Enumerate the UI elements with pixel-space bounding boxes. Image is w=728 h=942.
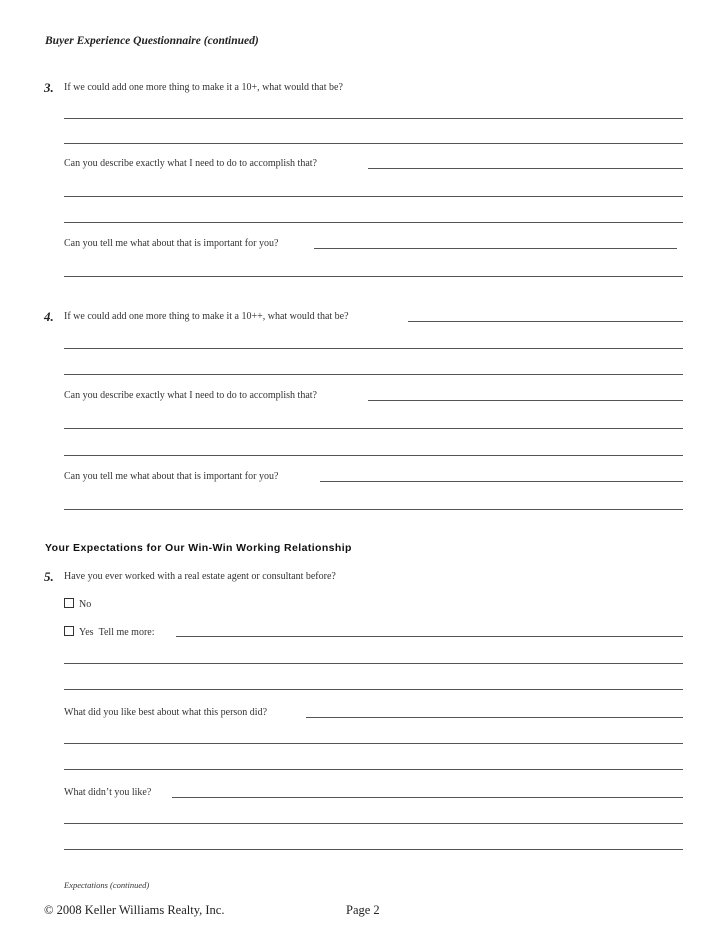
answer-line[interactable] xyxy=(64,743,683,744)
question-4-text: If we could add one more thing to make it a 10++, what would that be? xyxy=(64,311,349,322)
option-yes-label: Yes xyxy=(79,627,94,638)
answer-line[interactable] xyxy=(176,636,683,637)
checkbox-yes[interactable] xyxy=(64,626,74,636)
answer-line[interactable] xyxy=(64,689,683,690)
question-5-didnt-like: What didn’t you like? xyxy=(64,787,152,798)
answer-line[interactable] xyxy=(64,509,683,510)
question-5-number: 5. xyxy=(44,569,54,584)
question-4-number: 4. xyxy=(44,309,54,324)
question-5-text: Have you ever worked with a real estate agent or consultant before? xyxy=(64,571,336,582)
question-3-followup-2: Can you tell me what about that is important for you? xyxy=(64,238,279,249)
question-3-followup-1: Can you describe exactly what I need to do to accomplish that? xyxy=(64,158,317,169)
answer-line[interactable] xyxy=(64,455,683,456)
option-no-label: No xyxy=(79,599,92,610)
answer-line[interactable] xyxy=(64,118,683,119)
section-title: Your Expectations for Our Win-Win Working Relationship xyxy=(45,542,352,554)
yes-prompt: Tell me more: xyxy=(98,627,155,638)
continuation-note: Expectations (continued) xyxy=(64,880,150,890)
answer-line[interactable] xyxy=(314,248,677,249)
question-4-followup-2: Can you tell me what about that is important for you? xyxy=(64,471,279,482)
answer-line[interactable] xyxy=(64,769,683,770)
checkbox-no[interactable] xyxy=(64,598,74,608)
answer-line[interactable] xyxy=(64,823,683,824)
question-4-followup-1: Can you describe exactly what I need to do to accomplish that? xyxy=(64,390,317,401)
answer-line[interactable] xyxy=(368,400,683,401)
answer-line[interactable] xyxy=(64,196,683,197)
question-3-text: If we could add one more thing to make it a 10+, what would that be? xyxy=(64,82,343,93)
answer-line[interactable] xyxy=(64,143,683,144)
answer-line[interactable] xyxy=(368,168,683,169)
question-3-number: 3. xyxy=(44,80,54,95)
question-5-liked-best: What did you like best about what this person did? xyxy=(64,707,268,718)
answer-line[interactable] xyxy=(64,276,683,277)
answer-line[interactable] xyxy=(408,321,683,322)
page-header-title: Buyer Experience Questionnaire (continued) xyxy=(45,35,259,47)
answer-line[interactable] xyxy=(64,663,683,664)
footer-page-number: Page 2 xyxy=(346,903,380,917)
answer-line[interactable] xyxy=(306,717,683,718)
answer-line[interactable] xyxy=(64,222,683,223)
option-yes[interactable] xyxy=(64,626,155,638)
answer-line[interactable] xyxy=(320,481,683,482)
answer-line[interactable] xyxy=(64,374,683,375)
answer-line[interactable] xyxy=(172,797,683,798)
answer-line[interactable] xyxy=(64,428,683,429)
footer-copyright: © 2008 Keller Williams Realty, Inc. xyxy=(44,903,225,917)
option-no[interactable] xyxy=(64,598,91,610)
answer-line[interactable] xyxy=(64,849,683,850)
answer-line[interactable] xyxy=(64,348,683,349)
